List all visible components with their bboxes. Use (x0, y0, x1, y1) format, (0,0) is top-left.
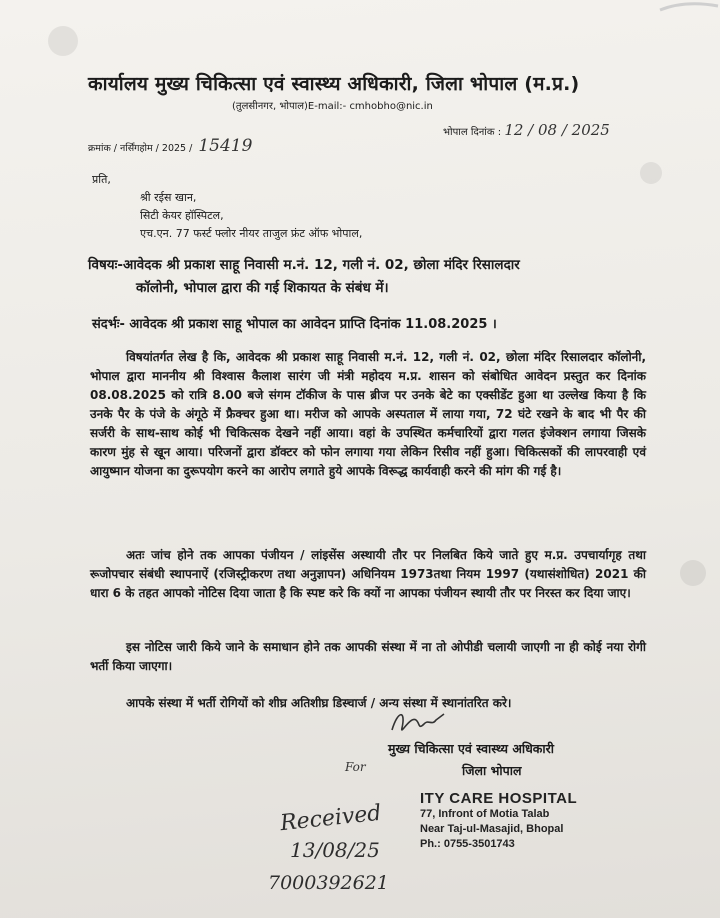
stamp-address-1: 77, Infront of Motia Talab (420, 808, 550, 820)
received-date: 13/08/25 (290, 838, 380, 862)
to-label: प्रति, (92, 173, 111, 186)
body-paragraph-3: इस नोटिस जारी किये जाने के समाधान होने तक आपकी संस्था में ना तो ओपीडी चलायी जाएगी ना ही कोई नया रोगी भर्ती किया जाएगा। (90, 640, 646, 673)
body-paragraph-2: अतः जांच होने तक आपका पंजीयन / लांइसेंस अस्थायी तौर पर निलबित किये जाते हुए म.प्र. उपचार्यागृह तथा रूजोपचार संबंधी स्थापनाऐं (रजिस्ट्रीकरण तथा अनुज्ञापन) अधिनियम 1973तथा नियम 1997 (यथासंशोधित) 2021 की धारा 6 के तहत आपको नोटिस दिया जाता है कि स्पष्ट करे कि क्यों ना आपका पंजीयन स्थायी तौर पर निरस्त कर दिया जाए। (90, 548, 646, 600)
office-subtitle: (तुलसीनगर, भोपाल)E-mail:- cmhobho@nic.in (232, 101, 433, 112)
subject-line-2: कॉलोनी, भोपाल द्वारा की गई शिकायत के संबंध में। (136, 280, 389, 296)
paper-stain (640, 162, 662, 184)
recipient-name: श्री रईस खान, (140, 191, 197, 204)
corner-mark (650, 0, 720, 14)
subject-line-1: विषयः-आवेदक श्री प्रकाश साहू निवासी म.नं. 12, गली नं. 02, छोला मंदिर रिसालदार (88, 257, 520, 273)
letter-date (443, 121, 610, 139)
for-handwritten: For (345, 760, 366, 774)
handwritten-phone: 7000392621 (268, 872, 389, 894)
reference-line: संदर्भः- आवेदक श्री प्रकाश साहू भोपाल का आवेदन प्राप्ति दिनांक 11.08.2025 । (92, 317, 497, 332)
recipient-address: एच.एन. 77 फर्स्ट फ्लोर नीयर ताजुल फ्रंट ऑफ भोपाल, (140, 227, 363, 240)
officer-signature (388, 706, 448, 738)
subject (88, 254, 648, 300)
paper-stain (680, 560, 706, 586)
stamp-phone: Ph.: 0755-3501743 (420, 838, 515, 850)
body-paragraph-4: आपके संस्था में भर्ती रोगियों को शीघ्र अतिशीघ्र डिस्चार्ज / अन्य संस्था में स्थानांतरित करे। (126, 696, 512, 710)
stamp-name: ITY CARE HOSPITAL (420, 790, 578, 807)
date-label: भोपाल दिनांक : (443, 127, 502, 138)
paper-stain (48, 26, 78, 56)
recipient-hospital: सिटी केयर हॉस्पिटल, (140, 209, 224, 222)
reference-number-handwritten: 15419 (198, 136, 253, 156)
date-value: 12 / 08 / 2025 (504, 121, 610, 139)
stamp-address-2: Near Taj-ul-Masajid, Bhopal (420, 823, 564, 835)
body-paragraph-1: विषयांतर्गत लेख है कि, आवेदक श्री प्रकाश साहू निवासी म.नं. 12, गली नं. 02, छोला मंदिर रिसालदार कॉलोनी, भोपाल द्वारा माननीय श्री विश्वास कैलाश सारंग जी मंत्री महोदय म.प्र. शासन को संबोधित आवेदन प्रस्तुत कर दिनांक 08.08.2025 को रात्रि 8.00 बजे संगम टॉकीज के पास ब्रीज पर उनके बेटे का एक्सीडेंट हुआ था उल्लेख किया है कि उनके पैर के पंजे के अंगूठे में फ्रैक्चर हुआ था। मरीज को आपके अस्पताल में लाया गया, 72 घंटे रखने के बाद भी पैर की सर्जरी के साथ-साथ कोई भी चिकित्सक देखने नहीं आया। वहां के उपस्थित कर्मचारियों द्वारा गलत इंजेक्शन लगाया जिसके कारण मुंह से खून आया। परिजनों द्वारा डॉक्टर को फोन लगाया गया लेकिन रिसीव नहीं हुआ। चिकित्सकों की लापरवाही एवं आयुष्मान योजना का दुरूपयोग करने का आरोप लगाते हुये आपके विरूद्ध कार्यवाही करने की मांग की गई है। (90, 350, 646, 478)
reference-number-printed: क्रमांक / नर्सिंगहोम / 2025 / (88, 143, 193, 154)
signatory-district: जिला भोपाल (462, 763, 522, 778)
reference-number (88, 136, 252, 156)
signatory-title: मुख्य चिकित्सा एवं स्वास्थ्य अधिकारी (388, 741, 554, 756)
hospital-stamp (420, 790, 577, 852)
office-title: कार्यालय मुख्य चिकित्सा एवं स्वास्थ्य अधिकारी, जिला भोपाल (म.प्र.) (88, 73, 580, 95)
received-note: Received (278, 800, 383, 837)
